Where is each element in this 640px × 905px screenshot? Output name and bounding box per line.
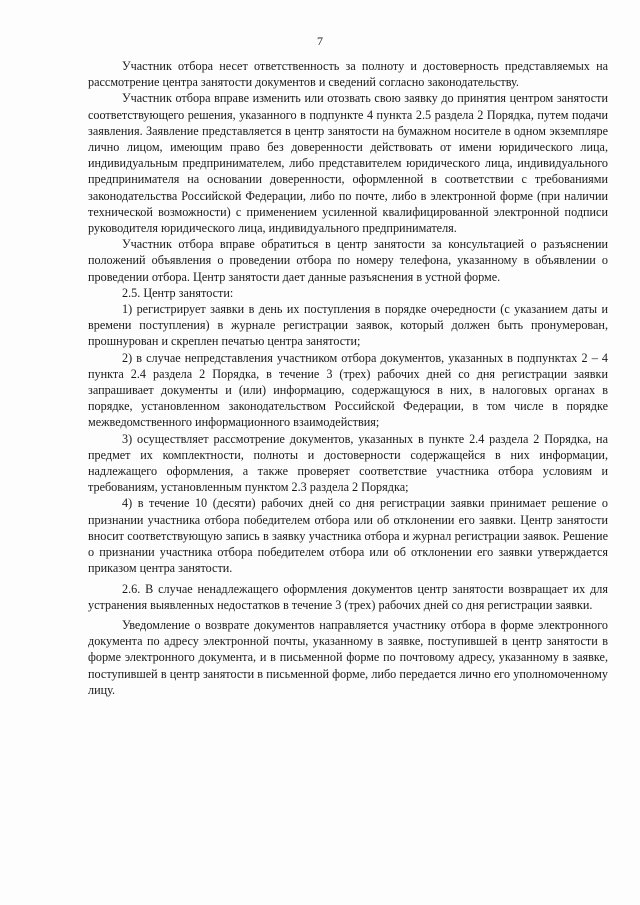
paragraph-item-2-request-documents: 2) в случае непредставления участником отбора документов, указанных в подпунктах 2 – 4 пункта 2.4 раздела 2 Порядка, в течение 3 (трех) рабочих дней со дня регистрации заявки запрашивает документы и (или) информацию, содержащуюся в них, в налоговых органах в порядке, установленном законодательством Российской Федерации, в том числе в порядке межведомственного информационного взаимодействия; xyxy=(88,350,608,430)
paragraph-section-2-5-heading: 2.5. Центр занятости: xyxy=(122,285,234,300)
paragraph-item-3-review: 3) осуществляет рассмотрение документов, указанных в пункте 2.4 раздела 2 Порядка, на предмет их комплектности, полноты и достоверности содержащейся в них информации, надлежащего оформления, а также проверяет соответствие участника отбора условиям и требованиям, установленным пунктом 2.3 раздела 2 Порядка; xyxy=(88,431,608,495)
document-body xyxy=(88,58,608,698)
paragraph-consultation: Участник отбора вправе обратиться в центр занятости за консультацией о разъяснении положений объявления о проведении отбора по номеру телефона, указанному в объявлении о проведении отбора. Центр занятости дает данные разъяснения в устной форме. xyxy=(88,237,608,284)
paragraph-return-notice: Уведомление о возврате документов направляется участнику отбора в форме электронного документа по адресу электронной почты, указанному в заявке, поступившей в центр занятости в форме электронного документа, и в письменной форме по почтовому адресу, указанному в заявке, поступившей в центр занятости в письменной форме, либо передается лично его уполномоченному лицу. xyxy=(88,617,608,697)
paragraph-item-1-registration: 1) регистрирует заявки в день их поступления в порядке очередности (с указанием даты и времени поступления) в журнале регистрации заявок, который должен быть пронумерован, прошнурован и скреплен печатью центра занятости; xyxy=(88,302,608,349)
paragraph-responsibility: Участник отбора несет ответственность за полноту и достоверность представляемых на рассмотрение центра занятости документов и сведений согласно законодательству. xyxy=(88,59,608,90)
page-number: 7 xyxy=(317,34,323,48)
paragraph-item-4-decision: 4) в течение 10 (десяти) рабочих дней со дня регистрации заявки принимает решение о признании участника отбора победителем отбора или об отклонении его заявки. Центр занятости вносит соответствующую запись в заявку участника отбора и журнал регистрации заявок. Решение о признании участника отбора победителем отбора или об отклонении его заявки утверждается приказом центра занятости. xyxy=(88,496,608,576)
paragraph-withdraw-application: Участник отбора вправе изменить или отозвать свою заявку до принятия центром занятости соответствующего решения, указанного в подпункте 4 пункта 2.5 раздела 2 Порядка, путем подачи заявления. Заявление представляется в центр занятости на бумажном носителе в одном экземпляре лично лицом, имеющим право без доверенности действовать от имени юридического лица, индивидуальным предпринимателем, либо представителем юридического лица, индивидуального предпринимателя на основании доверенности, оформленной в соответствии с требованиями законодательства Российской Федерации, либо по почте, либо в электронной форме (при наличии технической возможности) с применением усиленной квалифицированной электронной подписи руководителя юридического лица, индивидуального предпринимателя. xyxy=(88,91,608,236)
paragraph-section-2-6: 2.6. В случае ненадлежащего оформления документов центр занятости возвращает их для устранения выявленных недостатков в течение 3 (трех) рабочих дней со дня регистрации заявки. xyxy=(88,581,608,612)
